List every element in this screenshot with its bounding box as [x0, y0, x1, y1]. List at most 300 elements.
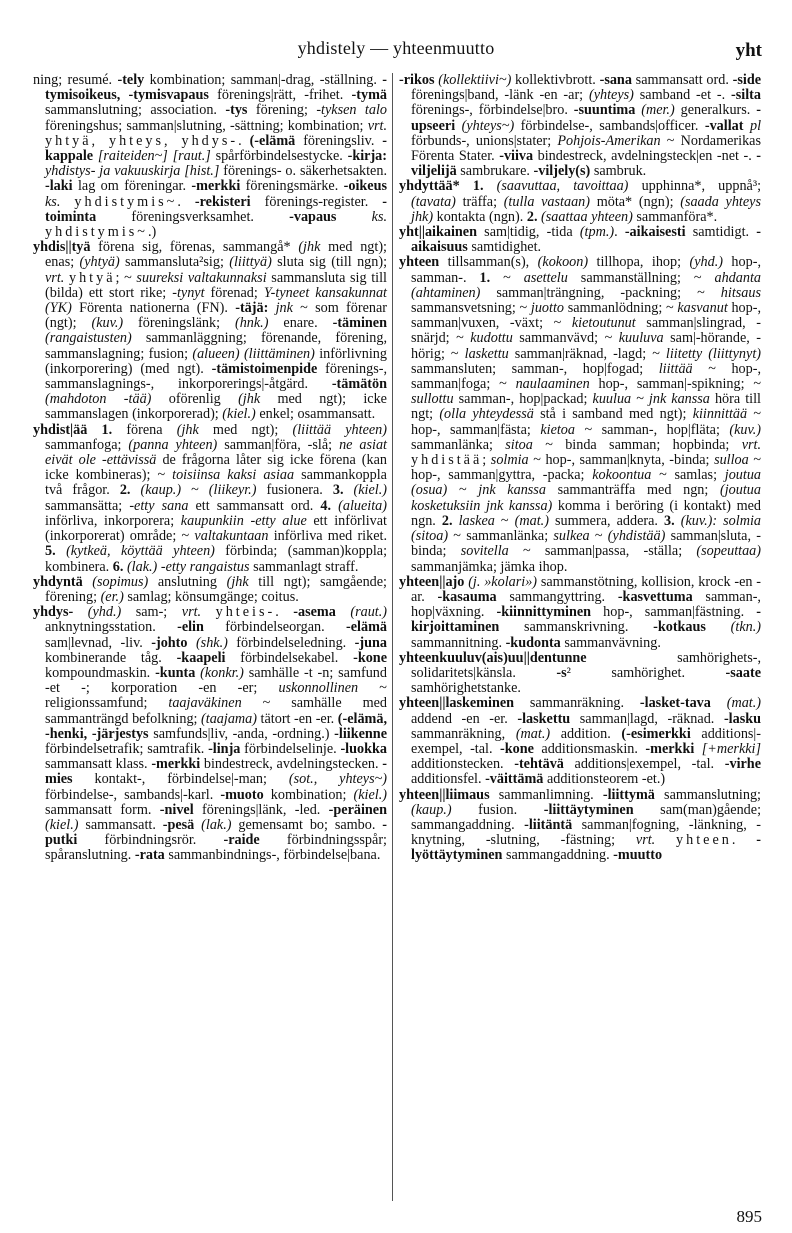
headword: -mies — [45, 756, 387, 788]
entry-text: ne asiat eivät ole -ettävissä — [45, 436, 387, 469]
headword: 3. — [664, 512, 675, 529]
entry-text: samman-, hop|växning. — [411, 588, 761, 621]
entry-text: (tulla vastaan) — [503, 193, 590, 210]
dictionary-entry — [399, 575, 761, 651]
entry-text: (kuv.) — [729, 421, 761, 438]
entry-text: sulloa — [714, 452, 749, 469]
entry-text: -etty sana — [129, 497, 189, 514]
entry-text: kombination; — [263, 786, 354, 803]
headword: -tys — [225, 102, 248, 119]
headword: -tymä — [351, 87, 387, 104]
entry-text — [694, 741, 701, 757]
entry-text: med ngt); — [198, 421, 293, 438]
entry-text: (kiel.) — [45, 816, 79, 833]
entry-text: (liikeyr.) — [208, 482, 257, 499]
entry-text: bindestreck, avdelningsteck|en -net -. — [533, 148, 757, 165]
headword: -liikenne — [334, 725, 387, 742]
entry-text: ett sammansatt ord. — [188, 497, 321, 514]
dictionary-entry — [399, 179, 761, 225]
entry-text: uskonnollinen — [278, 680, 359, 697]
entry-text: hop-, samman|-spikning; ~ — [589, 376, 761, 393]
entry-text: ~ — [589, 528, 608, 545]
entry-text: ~ som förenar (ngt); — [45, 300, 387, 332]
entry-text: ; — [482, 452, 491, 469]
entry-text: kontakta (ngn). — [433, 208, 527, 225]
entry-text: ~ samman|passa, -ställa; — [508, 543, 697, 560]
entry-text: samman|slingrad, -snärjd; ~ — [411, 315, 761, 347]
entry-text: förenings-, sammanslagnings-, inkorporerings|-åtgärd. — [45, 360, 387, 393]
entry-text: kaupunkiin -etty alue — [180, 512, 307, 529]
entry-text: sammanträffa med ngn; — [545, 482, 721, 499]
entry-text: oförenlig — [151, 391, 239, 408]
headword: -kirjoittaminen — [411, 604, 761, 636]
entry-text: kiinnittää — [692, 406, 748, 423]
entry-text: sammanräkning. — [514, 695, 640, 712]
entry-text — [336, 604, 351, 620]
headword: 6. — [112, 558, 124, 575]
entry-text: ~ hop-, samman|fästa; — [411, 406, 762, 438]
column-divider — [392, 73, 393, 1201]
headword: -lasket-tava — [639, 695, 711, 712]
entry-text: yhdistymis~ — [45, 224, 148, 241]
headword: -virhe — [724, 756, 761, 773]
left-column — [33, 73, 387, 864]
headword: -muutto — [613, 847, 663, 864]
entry-text: sammansluten; samman-, hop|fogad; — [411, 360, 659, 377]
entry-text: additionsfel. — [411, 771, 486, 788]
headword: -oikeus — [343, 178, 387, 195]
headword: 5. — [45, 543, 56, 560]
entry-text: sammanlänka; — [411, 436, 506, 453]
headword: -väittämä — [485, 771, 544, 788]
entry-text: (konkr.) — [200, 664, 244, 681]
entry-text: förenings|band, -länk -en -ar; — [411, 87, 589, 104]
entry-text: tillsamman(s), — [439, 254, 538, 271]
entry-text: förena sig, förenas, sammangå* — [90, 239, 299, 256]
entry-text: höra till ngt; — [411, 391, 761, 423]
entry-text: juotto — [530, 300, 564, 317]
entry-text: sammannitning. — [411, 634, 506, 651]
entry-text: asettelu — [523, 269, 568, 286]
entry-text: . — [731, 832, 757, 849]
entry-text: additionstecken. — [411, 756, 515, 773]
entry-text: spårförbindelsestycke. — [210, 148, 348, 165]
entry-text: yhteis- — [215, 604, 276, 621]
entry-text: (saavuttaa, tavoittaa) — [496, 178, 629, 195]
entry-text: Förenta nationerna (FN). — [71, 300, 236, 317]
entry-text: generalkurs. — [674, 102, 757, 119]
headword: -vapaus — [289, 208, 337, 225]
entry-text: (tavata) — [411, 193, 456, 210]
headword: 3. — [332, 482, 344, 499]
entry-text: hitsaus — [720, 284, 761, 301]
entry-text: kietoa — [540, 421, 575, 438]
entry-text: (liittää yhteen) — [292, 421, 387, 438]
entry-text: sam|tidig, -tida — [477, 224, 580, 241]
entry-text: sam-; — [121, 604, 182, 621]
entry-text: ks. — [45, 193, 61, 210]
headword: -lasku — [723, 710, 761, 727]
entry-text: (kiel.) — [222, 406, 256, 423]
entry-text: sullottu — [411, 391, 454, 408]
entry-text: träffa; — [455, 193, 504, 210]
entry-text: (lak.) — [201, 816, 232, 833]
entry-text: gemensamt bo; sambo. — [231, 816, 383, 833]
entry-text: införlivning (inkorporering) (med ngt). — [45, 345, 387, 377]
entry-text: förbindelselinje. — [240, 740, 341, 757]
headword: -johto — [151, 634, 188, 651]
entry-text: -etty rangaistus — [160, 558, 250, 575]
entry-text: bindestreck, avdelningstecken. — [200, 756, 383, 773]
headword: -kudonta — [505, 634, 561, 651]
headword: yhteen||ajo — [399, 573, 465, 590]
entry-text: sammanlagt straff. — [249, 558, 359, 575]
entry-text: införliva, inkorporera; — [45, 512, 181, 529]
headword: -muoto — [220, 786, 264, 803]
headword: -kirja: — [347, 148, 387, 165]
entry-text: införliva med riket. — [268, 528, 388, 545]
entry-text: (mahdoton -tää) — [45, 391, 152, 408]
dictionary-entry — [33, 605, 387, 863]
entry-text: sammanlimning. — [489, 786, 603, 803]
headword: -tely — [117, 72, 145, 88]
dictionary-entry — [399, 651, 761, 697]
entry-text — [268, 300, 275, 316]
entry-text: -tynyt — [172, 284, 205, 301]
headword: -kappale — [45, 132, 388, 165]
entry-text: sammansatt. — [78, 816, 163, 833]
entry-text — [655, 832, 676, 848]
entry-text: addition. — [550, 725, 622, 742]
entry-text: sam|levnad, -liv. — [45, 634, 152, 651]
entry-text: med ngt); icke sammanslagen (inkorporerad); — [45, 391, 387, 423]
entry-text: yhdistymis~ — [74, 193, 178, 210]
entry-text: samman|lagd, -räknad. — [570, 710, 724, 727]
entry-text: (shk.) — [195, 634, 228, 651]
entry-text: -tyksen talo — [316, 102, 387, 119]
entry-text: (er.) — [100, 588, 124, 605]
entry-text: ~ samlas; — [651, 467, 725, 484]
entry-text: fusionera. — [256, 482, 333, 499]
headword: 2. — [526, 208, 538, 225]
headword: (-elämä, -henki, -järjestys — [45, 710, 388, 742]
entry-text — [201, 604, 216, 620]
entry-text: . — [275, 604, 294, 621]
headword: -tämätön — [331, 376, 387, 393]
entry-text: föreningshus; samman|slutning, -sättning; kombination; — [45, 117, 368, 134]
entry-text: naulaaminen — [515, 376, 590, 393]
entry-text: ~ religionssamfund; — [45, 680, 387, 712]
headword: -kiinnittyminen — [496, 604, 592, 621]
entry-text: (alueita) — [338, 497, 387, 514]
headword: -peräinen — [328, 801, 387, 818]
dictionary-entry — [33, 240, 387, 422]
headword: yhdis||tyä — [33, 239, 91, 256]
entry-text: (kaup.) — [411, 801, 452, 818]
entry-text: . — [238, 132, 250, 149]
entry-text: samtidigt. — [685, 224, 757, 241]
headword: 1. — [479, 269, 491, 286]
entry-text: . — [614, 224, 625, 241]
headword: -liittäytyminen — [543, 801, 634, 818]
headword: -kaapeli — [176, 649, 226, 666]
entry-text: kokoontua — [592, 467, 652, 484]
entry-text: (raut.) — [350, 604, 388, 621]
entry-text: samhörighets-, solidaritets|känsla. — [411, 649, 761, 681]
entry-text: kasvanut — [677, 300, 728, 317]
entry-text: ~ sammanlänka; — [448, 528, 554, 545]
entry-text: (mat.) — [515, 725, 551, 742]
entry-text: (yhteys) — [588, 87, 634, 104]
entry-text: sammansatt ord. — [631, 72, 733, 88]
entry-text — [706, 619, 731, 635]
entry-text: yhdistys- ja vakuuskirja [hist.] — [45, 163, 220, 180]
headword: -viljely(s) — [533, 163, 591, 180]
headword: -liitäntä — [524, 816, 573, 833]
entry-text: additions|-exempel, -tal. — [411, 725, 762, 757]
entry-text: ~ — [181, 482, 209, 499]
entry-text: sammanläggning; förenande, förening, sammanslagning; fusion; — [45, 330, 387, 362]
entry-text: vrt. — [741, 436, 761, 453]
entry-text: (jhk — [298, 239, 321, 256]
entry-text: (liittyä) — [229, 254, 272, 271]
entry-text: sammanstötning, kollision, krock -en -ar. — [411, 573, 762, 605]
entry-text: kietoutunut — [571, 315, 636, 332]
entry-text: (kokoon) — [537, 254, 589, 271]
entry-text: laskettu — [464, 345, 509, 362]
entry-text: (saattaa yhteen) — [541, 208, 633, 225]
entry-text: ² samhörighet. — [566, 664, 726, 681]
headword: -kasvettuma — [617, 588, 693, 605]
entry-text: sammankoppla två frågor. — [45, 467, 387, 499]
entry-text: lag om föreningar. — [72, 178, 192, 195]
headword: -laskettu — [517, 710, 571, 727]
entry-text: yhteen — [676, 832, 732, 849]
entry-text: sammanställning; ~ — [567, 269, 715, 286]
entry-text: joutua (osua) — [411, 467, 762, 499]
entry-text: ett införlivat (inkorporerat) område; ~ — [45, 512, 387, 545]
headword: -tehtävä — [514, 756, 564, 773]
headword: yhdyttää* 1. — [399, 178, 484, 195]
entry-text: ~ — [447, 482, 479, 499]
entry-text: (mer.) — [641, 102, 675, 119]
entry-text: Pohjois-Amerikan — [557, 132, 661, 149]
entry-text: additionsteorem -et.) — [543, 771, 666, 788]
entry-text: tätort -en -er. — [257, 710, 338, 727]
entry-text: additions|exempel, -tal. — [563, 756, 725, 773]
entry-text: förbinda; (samman)koppla; kombinera. — [45, 543, 388, 575]
entry-text: (kollektiivi~) — [438, 72, 512, 88]
entry-text: ~ samman-, hop|fläta; — [575, 421, 730, 438]
entry-text: stå i samband med ngt); — [533, 406, 693, 423]
entry-text: . — [177, 193, 195, 210]
entry-text: ks. — [371, 208, 388, 225]
entry-text — [336, 209, 371, 225]
headword: -upseeri — [411, 102, 761, 134]
entry-text: samhörighetstanke. — [411, 680, 521, 697]
entry-text: ~ — [490, 269, 524, 286]
headword: -tymisoikeus, -tymisvapaus — [45, 72, 387, 104]
entry-text — [83, 574, 93, 590]
entry-text: sammanvävd; ~ — [512, 330, 619, 347]
headword: -asema — [293, 604, 336, 621]
entry-text: (tpm.) — [579, 224, 615, 241]
entry-text: förbindelsekabel. — [225, 649, 354, 666]
entry-text: kuulua ~ jnk kanssa — [592, 391, 710, 408]
entry-text: yhtyä, yhteys, yhdys- — [45, 132, 239, 149]
headword: -kunta — [155, 664, 196, 681]
headword: -lyöttäytyminen — [411, 832, 761, 864]
headword: 4. — [320, 497, 332, 514]
headword: -rikos — [399, 72, 435, 88]
entry-text: samhälle -t -n; samfund -et -; korporation -en -er; — [45, 664, 387, 697]
entry-text: (kuv.) — [91, 315, 124, 332]
headword: -putki — [45, 816, 388, 849]
entry-text: ahdanta (ahtaminen) — [411, 269, 761, 301]
dictionary-entry — [33, 423, 387, 575]
entry-text: sammanslutning; association. — [45, 102, 226, 119]
headword: 2. — [441, 512, 453, 529]
entry-text: samman|trängning, -packning; ~ — [480, 284, 721, 301]
entry-text: anslutning — [148, 573, 227, 590]
entry-text — [60, 194, 74, 210]
headword: yhteenkuuluv(ais)uu||dentunne — [399, 649, 587, 666]
entry-text: föreningslänk; — [123, 315, 235, 332]
entry-text: (panna yhteen) — [128, 436, 218, 453]
entry-text: (yhd.) — [87, 604, 122, 621]
page-number: 895 — [736, 1207, 762, 1226]
entry-text: sammanjämka; jämka ihop. — [411, 558, 568, 575]
entry-text: ; ~ — [115, 269, 137, 286]
entry-text: ~ hop-, samman|knyta, -binda; — [528, 452, 715, 469]
headword: -saate — [725, 664, 761, 681]
entry-text: sovitella — [460, 543, 509, 560]
entry-text: sammanfoga; — [45, 436, 129, 453]
headword: yhdys- — [33, 604, 74, 621]
entry-text: sammansluta sig till (bilda) ett stort rike; — [45, 269, 387, 301]
entry-text — [344, 482, 354, 498]
entry-text: anknytningsstation. — [45, 619, 178, 636]
dictionary-entry — [399, 225, 761, 255]
entry-text — [130, 482, 140, 498]
entry-text: vrt. — [635, 832, 656, 849]
entry-text: sammansatt klass. — [45, 756, 152, 773]
entry-text: förenings- o. säkerhetsakten. — [219, 163, 387, 180]
entry-text: föreningsmärke. — [240, 178, 344, 195]
entry-text — [56, 543, 66, 559]
entry-text — [188, 635, 196, 651]
entry-text: samman-, hop|packad; — [453, 391, 593, 408]
headword: -merkki — [191, 178, 241, 195]
headword: -viljelijä — [411, 148, 761, 180]
headword: yhteen — [399, 254, 440, 271]
entry-text: (sopimus) — [92, 573, 149, 590]
entry-text: förena — [112, 421, 177, 438]
dictionary-entry — [399, 696, 761, 787]
entry-text: samband -et -. — [633, 87, 732, 104]
entry-text: föreningsverksamhet. — [96, 208, 290, 225]
entry-text: sammangaddning. — [502, 847, 614, 864]
entry-text: kombinerande tåg. — [45, 649, 177, 666]
entry-text: ~ Nordamerikas Förenta Stater. — [411, 132, 761, 165]
entry-text: ~ hop-, samman|gyttra, -packa; — [411, 452, 761, 484]
page-header — [0, 38, 792, 68]
headword: -kone — [500, 740, 534, 757]
headword: yhteen||laskeminen — [399, 695, 515, 712]
headword: -tämistoimenpide — [211, 360, 318, 377]
entry-text: samman|räknad, -lagd; ~ — [508, 345, 666, 362]
headword: -s — [556, 664, 567, 681]
entry-text: (sopeuttaa) — [696, 543, 761, 560]
entry-text: (yhdistää) — [607, 528, 666, 545]
headword: -linja — [208, 740, 241, 757]
entry-text: kollektivbrott. — [511, 72, 600, 88]
entry-text: förbindelse-, sambands|officer. — [514, 117, 705, 134]
headword: -vallat — [704, 117, 744, 134]
entry-text: ning; resumé. — [33, 72, 118, 88]
entry-text: solmia — [490, 452, 529, 469]
entry-text: tillhopa, ihop; — [588, 254, 690, 271]
entry-text: yhtyä — [68, 269, 116, 286]
dictionary-entry — [399, 73, 761, 179]
entry-text: sammanskrivning. — [499, 619, 654, 636]
entry-text: förbunds-, unions|stater; — [411, 132, 558, 149]
entry-text: ~ — [494, 512, 515, 529]
headword: -täjä: — [235, 300, 269, 317]
entry-text — [73, 604, 88, 620]
dictionary-entry — [33, 73, 387, 240]
headword: -liittymä — [602, 786, 655, 803]
entry-text: sammanlödning; ~ — [564, 300, 678, 317]
entry-text: möta* (ngn); — [590, 193, 681, 210]
headword: -suuntima — [573, 102, 636, 119]
right-column — [399, 73, 761, 864]
entry-text: vrt. — [45, 269, 65, 286]
entry-text: (saada yhteys jhk) — [411, 193, 761, 225]
entry-text: (yhd.) — [689, 254, 723, 271]
headword: -merkki — [645, 740, 695, 757]
entry-text: sammanräkning, — [411, 725, 516, 742]
entry-text: enare. — [268, 315, 333, 332]
dictionary-entry — [33, 575, 387, 605]
entry-text: samtidighet. — [467, 239, 542, 256]
entry-text: sambrukare. — [456, 163, 534, 180]
entry-text: samfunds|liv, -anda, -ordning.) — [148, 725, 335, 742]
entry-text: sammanvävning. — [560, 634, 661, 651]
headword: -silta — [731, 87, 761, 104]
dictionary-entry — [399, 788, 761, 864]
entry-text: sammangyttring. — [496, 588, 618, 605]
dictionary-entry — [399, 255, 761, 574]
entry-text: sambruk. — [590, 163, 647, 180]
entry-text: (rangaistusten) — [45, 330, 132, 347]
entry-text: laskea — [458, 512, 495, 529]
entry-text: sammanbindnings-, förbindelse|bana. — [164, 847, 381, 864]
entry-text: kudottu — [470, 330, 513, 347]
entry-text: upphinna*, uppnå³; — [628, 178, 762, 195]
entry-text: sam(man)gående; sammangaddning. — [411, 801, 762, 833]
headword: -aikaisesti — [624, 224, 686, 241]
entry-text — [711, 695, 727, 711]
headword: -rata — [134, 847, 165, 864]
entry-text: till ngt); samgående; förening; — [45, 573, 387, 605]
entry-text: sammanslutning; — [654, 786, 761, 803]
entry-text: kuuluva — [618, 330, 664, 347]
entry-text: förenad; — [204, 284, 264, 301]
entry-text: suureksi valtakunnaksi — [136, 269, 267, 286]
headword: (-elämä — [249, 132, 296, 149]
entry-text: komma i beröring (i kontakt) med ngn. — [411, 497, 761, 529]
